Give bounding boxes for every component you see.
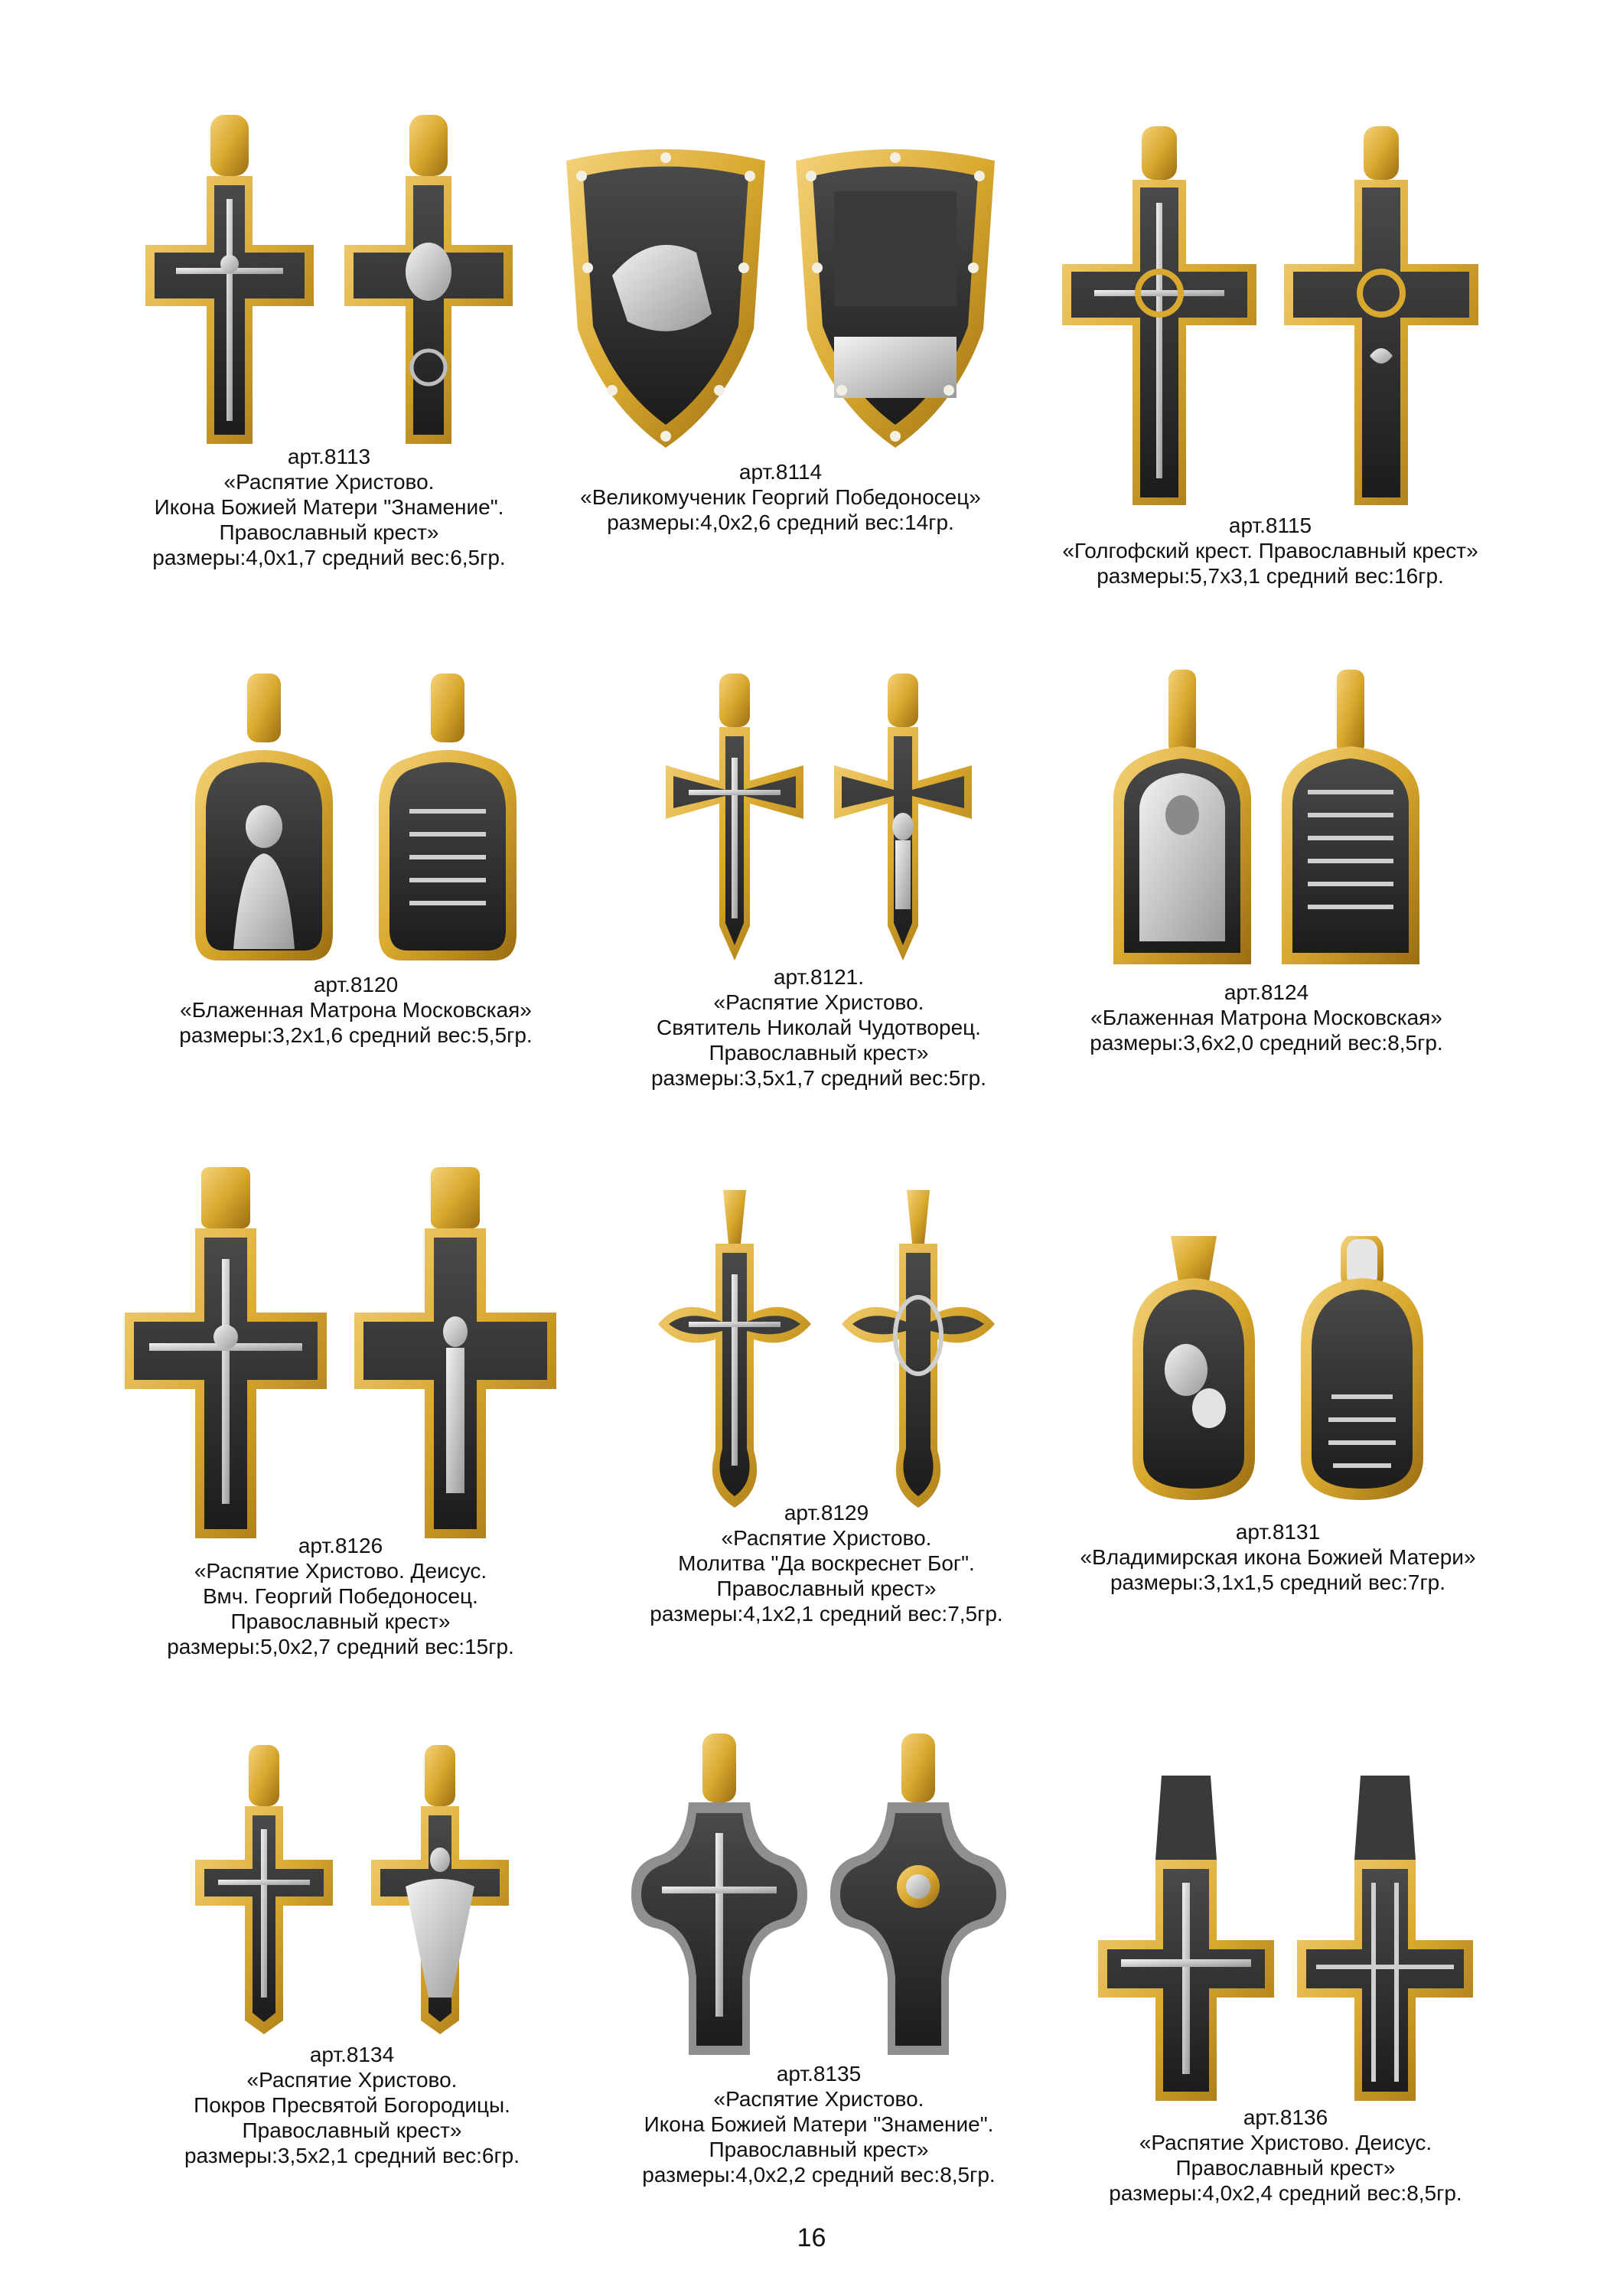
product-title-line: «Распятие Христово. xyxy=(713,990,924,1014)
product-specs: размеры:4,0х2,4 средний вес:8,5гр. xyxy=(1109,2181,1462,2205)
article-number: арт.8131 xyxy=(1235,1520,1321,1544)
product-title-line: Молитва "Да воскреснет Бог". xyxy=(678,1551,975,1575)
product-caption xyxy=(1029,980,1504,1055)
product-specs: размеры:4,1х2,1 средний вес:7,5гр. xyxy=(650,1602,1003,1626)
product-title-line: «Распятие Христово. xyxy=(721,1526,932,1550)
pendant-image-front xyxy=(1106,670,1259,968)
product-title-line: Православный крест» xyxy=(709,2138,929,2161)
product-title-line: «Распятие Христово. xyxy=(246,2068,458,2092)
article-number: арт.8114 xyxy=(738,460,823,484)
product-title-line: Вмч. Георгий Победоносец. xyxy=(203,1584,478,1608)
pendant-image-back xyxy=(1293,1776,1477,2105)
product-caption xyxy=(65,1533,616,1659)
product-title-line: «Распятие Христово. Деисус. xyxy=(194,1559,487,1583)
product-caption xyxy=(84,444,574,570)
product-specs: размеры:3,5х1,7 средний вес:5гр. xyxy=(650,1066,987,1090)
product-caption xyxy=(1002,513,1538,589)
product-caption xyxy=(111,972,601,1048)
pendant-image-front xyxy=(627,1733,811,2063)
article-number: арт.8129 xyxy=(784,1501,869,1525)
product-caption xyxy=(1033,1519,1523,1595)
pendant-image-back xyxy=(826,673,979,964)
product-specs: размеры:5,0х2,7 средний вес:15гр. xyxy=(167,1635,514,1658)
product-title-line: «Распятие Христово. xyxy=(223,470,435,494)
product-title-line: «Распятие Христово. Деисус. xyxy=(1139,2131,1432,2154)
pendant-image-front xyxy=(658,673,811,964)
page-number: 16 xyxy=(797,2223,826,2252)
pendant-image-front xyxy=(119,1167,333,1542)
article-number: арт.8113 xyxy=(287,445,371,468)
product-specs: размеры:4,0х2,2 средний вес:8,5гр. xyxy=(642,2163,996,2187)
pendant-image-back xyxy=(348,1167,562,1542)
pendant-image-back xyxy=(834,1190,1002,1512)
pendant-image-front xyxy=(650,1190,819,1512)
pendant-image-back xyxy=(1286,1236,1439,1504)
article-number: арт.8135 xyxy=(776,2062,862,2086)
product-caption xyxy=(566,2061,1071,2187)
article-number: арт.8124 xyxy=(1224,980,1309,1004)
pendant-image-front xyxy=(1094,1776,1278,2105)
product-caption xyxy=(582,1500,1071,1626)
product-8134 xyxy=(153,1745,551,2181)
product-8131 xyxy=(1079,1236,1477,1634)
product-title-line: Православный крест» xyxy=(230,1609,451,1633)
product-title-line: Покров Пресвятой Богородицы. xyxy=(194,2093,510,2117)
product-specs: размеры:3,5х2,1 средний вес:6гр. xyxy=(184,2144,520,2167)
product-8126 xyxy=(111,1167,570,1688)
pendant-image-back xyxy=(1274,670,1427,968)
product-8114 xyxy=(551,145,1010,559)
product-8135 xyxy=(612,1733,1025,2208)
article-number: арт.8126 xyxy=(298,1534,383,1557)
product-caption xyxy=(505,459,1056,535)
product-title-line: «Блаженная Матрона Московская» xyxy=(180,998,532,1022)
product-title-line: «Владимирская икона Божией Матери» xyxy=(1080,1545,1476,1569)
product-specs: размеры:3,2х1,6 средний вес:5,5гр. xyxy=(179,1023,533,1047)
product-title-line: «Распятие Христово. xyxy=(713,2087,924,2111)
article-number: арт.8136 xyxy=(1243,2105,1328,2129)
pendant-image-front xyxy=(184,1745,344,2036)
product-title-line: Православный крест» xyxy=(219,520,439,544)
pendant-image-front xyxy=(1056,126,1263,509)
product-specs: размеры:4,0х1,7 средний вес:6,5гр. xyxy=(152,546,506,569)
product-8124 xyxy=(1075,670,1458,1068)
product-8120 xyxy=(157,673,555,1071)
product-title-line: «Блаженная Матрона Московская» xyxy=(1090,1006,1442,1029)
product-specs: размеры:4,0х2,6 средний вес:14гр. xyxy=(607,510,954,534)
product-title-line: Икона Божией Матери "Знамение". xyxy=(154,495,504,519)
product-title-line: Икона Божией Матери "Знамение". xyxy=(644,2112,994,2136)
product-title-line: Православный крест» xyxy=(1175,2156,1396,2180)
pendant-image-front xyxy=(1117,1236,1270,1504)
pendant-image-back xyxy=(1278,126,1484,509)
product-8113 xyxy=(130,115,528,589)
product-title-line: «Голгофский крест. Православный крест» xyxy=(1062,539,1478,563)
product-title-line: Православный крест» xyxy=(242,2118,462,2142)
product-specs: размеры:3,1х1,5 средний вес:7гр. xyxy=(1110,1570,1446,1594)
product-caption xyxy=(582,964,1056,1091)
product-title-line: Святитель Николай Чудотворец. xyxy=(657,1016,981,1039)
product-8115 xyxy=(1048,126,1492,601)
pendant-image-front xyxy=(559,145,773,452)
product-title-line: «Великомученик Георгий Победоносец» xyxy=(580,485,981,509)
product-title-line: Православный крест» xyxy=(709,1041,929,1065)
pendant-image-back xyxy=(363,673,532,964)
pendant-image-front xyxy=(180,673,348,964)
pendant-image-back xyxy=(337,115,520,452)
product-8136 xyxy=(1079,1776,1492,2204)
product-8129 xyxy=(627,1190,1025,1665)
product-caption xyxy=(107,2042,597,2168)
product-specs: размеры:5,7х3,1 средний вес:16гр. xyxy=(1097,564,1444,588)
article-number: арт.8121. xyxy=(773,965,865,989)
pendant-image-front xyxy=(138,115,321,452)
article-number: арт.8134 xyxy=(309,2043,395,2066)
product-8121 xyxy=(627,673,1010,1102)
product-specs: размеры:3,6х2,0 средний вес:8,5гр. xyxy=(1090,1031,1443,1055)
pendant-image-back xyxy=(360,1745,520,2036)
pendant-image-back xyxy=(788,145,1002,452)
product-title-line: Православный крест» xyxy=(716,1577,937,1600)
product-caption xyxy=(1033,2105,1538,2206)
pendant-image-back xyxy=(826,1733,1010,2063)
article-number: арт.8120 xyxy=(313,973,399,996)
article-number: арт.8115 xyxy=(1228,514,1312,537)
